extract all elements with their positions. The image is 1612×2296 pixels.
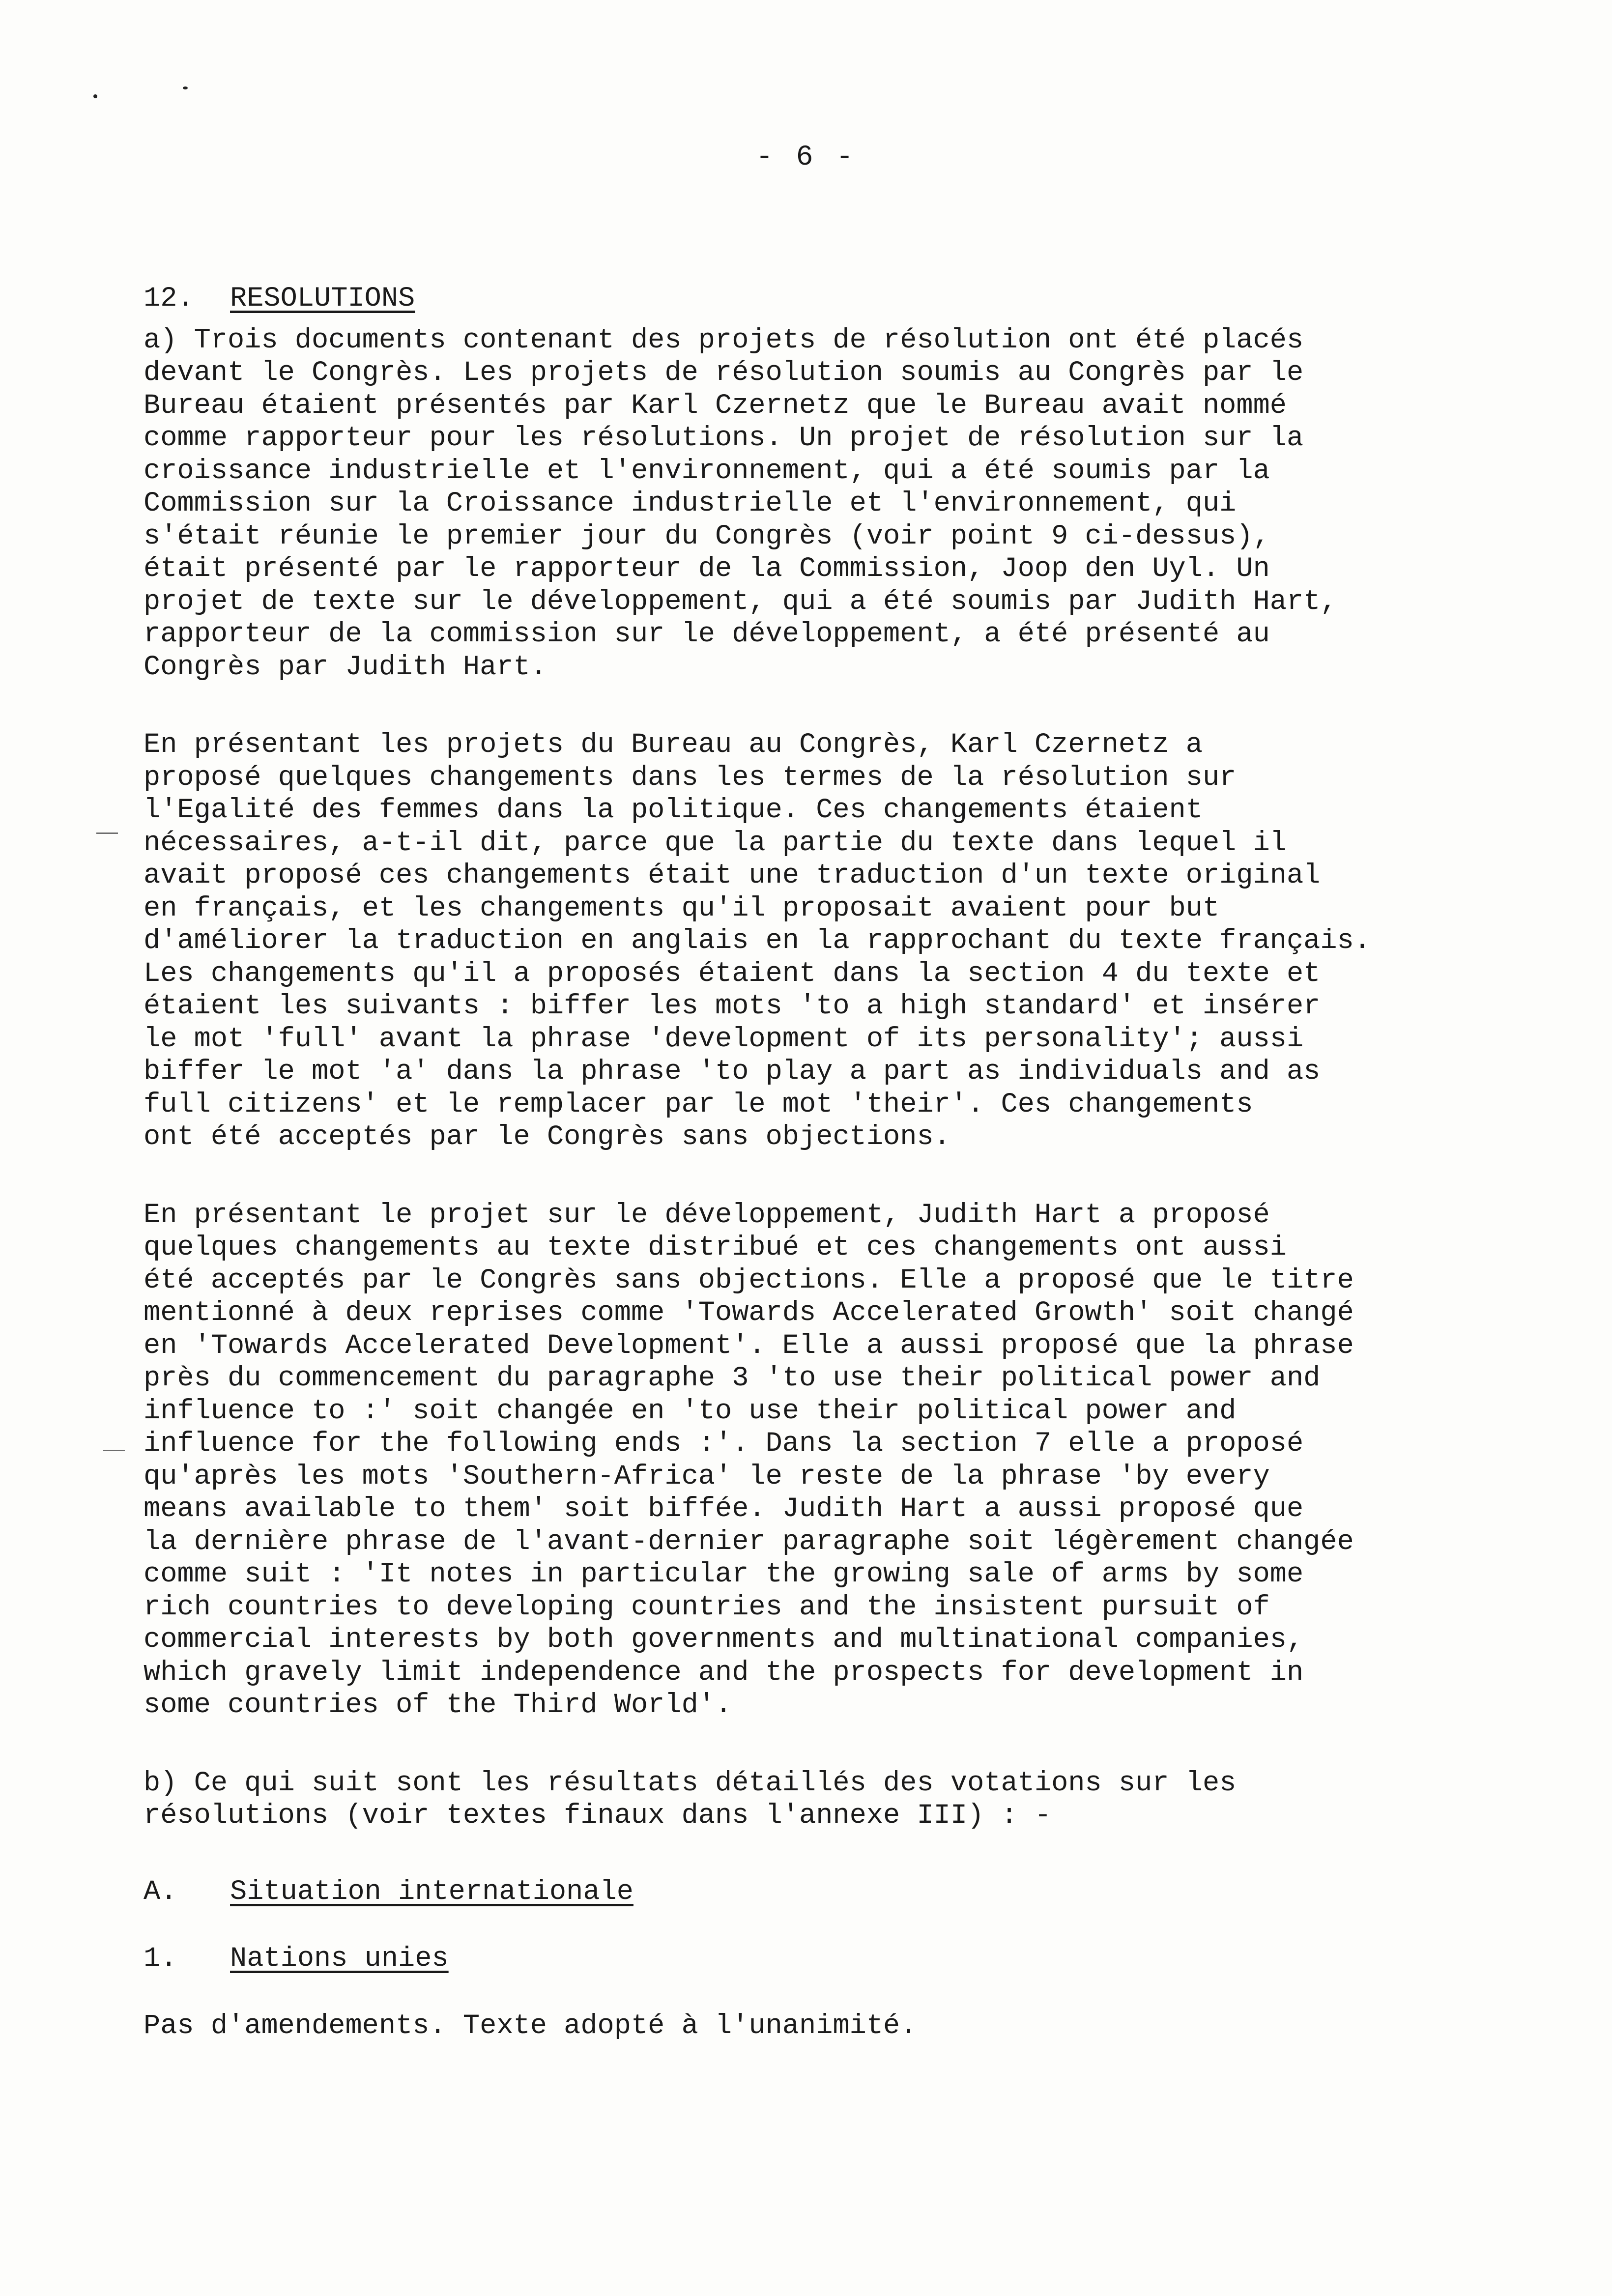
subsection-number: A.: [144, 1876, 177, 1908]
page-number: - 6 -: [755, 142, 857, 173]
document-body: [144, 283, 1598, 2042]
scan-speck: [93, 94, 97, 98]
section-heading: [144, 283, 1598, 316]
paragraph-b: b) Ce qui suit sont les résultats détaillés des votations sur les résolutions (voir textes finaux dans l'annexe III) : -: [144, 1767, 1237, 1832]
margin-mark: [103, 1450, 125, 1451]
item-title: Nations unies: [230, 1943, 449, 1975]
scan-speck: [183, 86, 188, 89]
paragraph-hart: En présentant le projet sur le développement, Judith Hart a proposé quelques changements au texte distribué et ces changements ont aussi été acceptés par le Congrès sans objections. Elle a proposé que le titre mentionné à deux reprises comme 'Towards Accelerated Growth' soit changé en 'Towards Accelerated Development'. Elle a aussi proposé que la phrase près du commencement du paragraphe 3 'to use their political power and influence to :' soit changée en 'to use their political power and influence for the following ends :'. Dans la section 7 elle a proposé qu'après les mots 'Southern-Africa' le reste de la phrase 'by every means available to them' soit biffée. Judith Hart a aussi proposé que la dernière phrase de l'avant-dernier paragraphe soit légèrement changée comme suit : 'It notes in particular the growing sale of arms by some rich countries to developing countries and the insistent pursuit of commercial interests by both governments and multinational companies, which gravely limit independence and the prospects for development in some countries of the Third World'.: [144, 1199, 1354, 1721]
vote-result: Pas d'amendements. Texte adopté à l'unanimité.: [144, 2010, 917, 2042]
section-number: 12.: [144, 283, 194, 315]
margin-mark: [96, 832, 118, 834]
item-heading: [144, 1943, 1598, 1976]
paragraph-a: a) Trois documents contenant des projets de résolution ont été placés devant le Congrès. Les projets de résolution soumis au Congrès par le Bureau étaient présentés par Karl Czernetz que le Bureau avait nommé comme rapporteur pour les résolutions. Un projet de résolution sur la croissance industrielle et l'environnement, qui a été soumis par la Commission sur la Croissance industrielle et l'environnement, qui s'était réunie le premier jour du Congrès (voir point 9 ci-dessus), était présenté par le rapporteur de la Commission, Joop den Uyl. Un projet de texte sur le développement, qui a été soumis par Judith Hart, rapporteur de la commission sur le développement, a été présenté au Congrès par Judith Hart.: [144, 324, 1337, 683]
section-title: RESOLUTIONS: [230, 283, 415, 315]
subsection-heading: [144, 1876, 1598, 1909]
subsection-title: Situation internationale: [230, 1876, 633, 1908]
item-number: 1.: [144, 1943, 177, 1975]
paragraph-czernetz: En présentant les projets du Bureau au Congrès, Karl Czernetz a proposé quelques changements dans les termes de la résolution sur l'Egalité des femmes dans la politique. Ces changements étaient nécessaires, a-t-il dit, parce que la partie du texte dans lequel il avait proposé ces changements était une traduction d'un texte original en français, et les changements qu'il proposait avaient pour but d'améliorer la traduction en anglais en la rapprochant du texte français. Les changements qu'il a proposés étaient dans la section 4 du texte et étaient les suivants : biffer les mots 'to a high standard' et insérer le mot 'full' avant la phrase 'development of its personality'; aussi biffer le mot 'a' dans la phrase 'to play a part as individuals and as full citizens' et le remplacer par le mot 'their'. Ces changements ont été acceptés par le Congrès sans objections.: [144, 729, 1371, 1153]
